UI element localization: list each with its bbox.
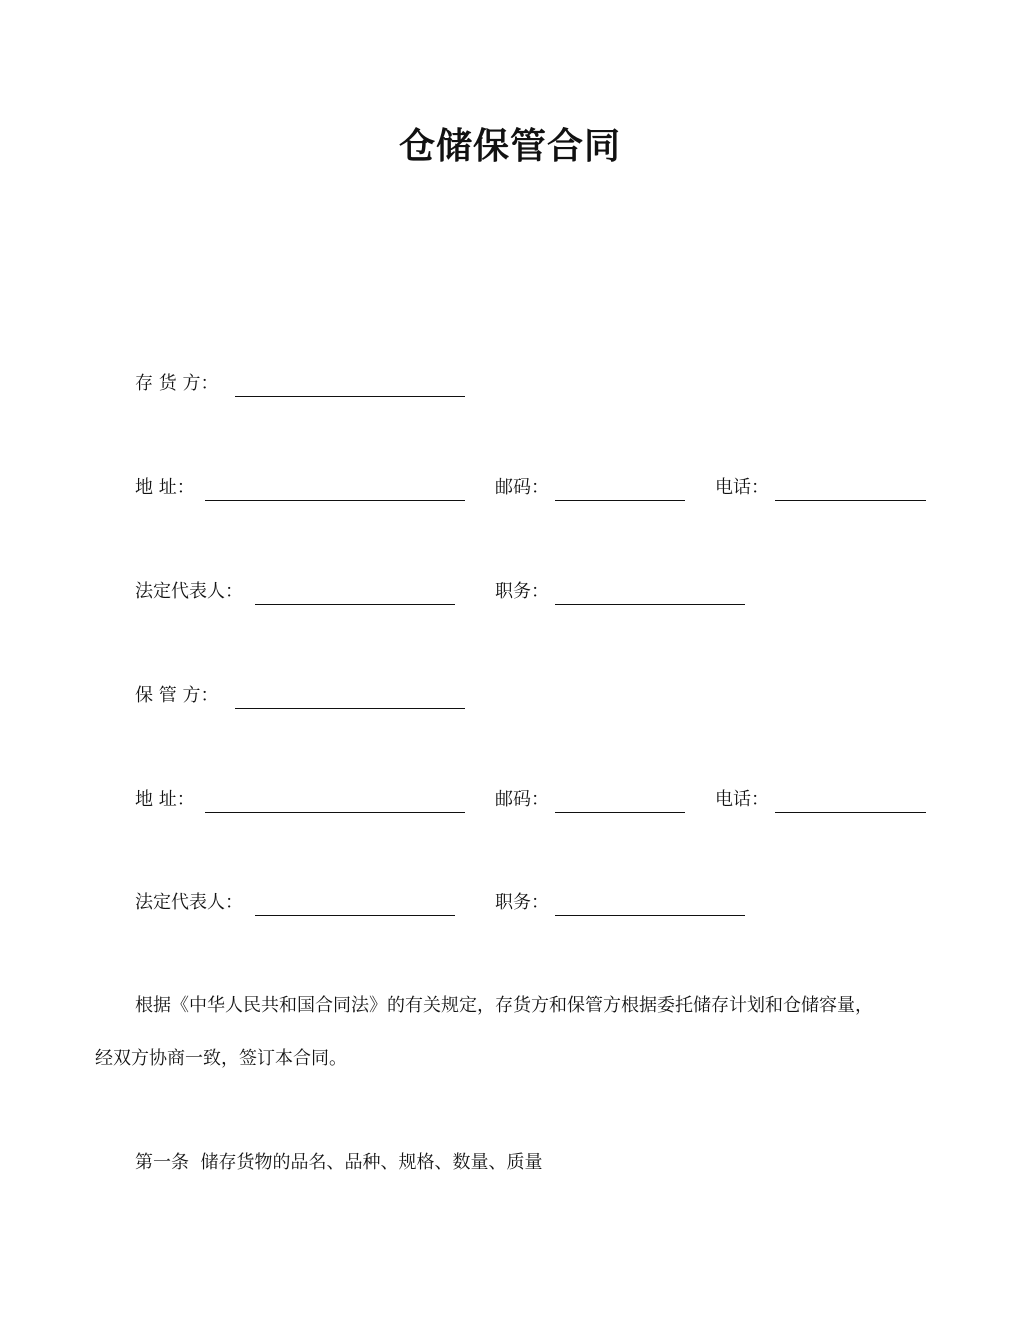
depositor-postcode-label: 邮码： [495,477,549,498]
custodian-position-field[interactable] [555,915,745,916]
custodian-postcode-field[interactable] [555,812,685,813]
custodian-party-field[interactable] [235,708,465,709]
custodian-address-row [0,786,1020,816]
depositor-party-field[interactable] [235,396,465,397]
custodian-party-label: 保 管 方： [135,685,219,706]
depositor-postcode-field[interactable] [555,500,685,501]
depositor-party-row [0,370,1020,400]
page-title: 仓储保管合同 [398,126,621,167]
depositor-address-label: 地 址： [135,477,195,498]
custodian-phone-label: 电话： [715,789,769,810]
preamble-line-2: 经双方协商一致，签订本合同。 [95,1048,347,1069]
custodian-position-label: 职务： [495,892,549,913]
custodian-address-field[interactable] [205,812,465,813]
depositor-party-label: 存 货 方： [135,373,219,394]
custodian-rep-label: 法定代表人： [135,892,243,913]
depositor-address-row [0,474,1020,504]
depositor-rep-field[interactable] [255,604,455,605]
preamble-line-1: 根据《中华人民共和国合同法》的有关规定，存货方和保管方根据委托储存计划和仓储容量， [135,995,873,1016]
custodian-postcode-label: 邮码： [495,789,549,810]
depositor-position-field[interactable] [555,604,745,605]
depositor-rep-label: 法定代表人： [135,581,243,602]
custodian-rep-field[interactable] [255,915,455,916]
article-1-heading: 第一条 储存货物的品名、品种、规格、数量、质量 [135,1152,543,1173]
depositor-phone-field[interactable] [775,500,926,501]
depositor-phone-label: 电话： [715,477,769,498]
custodian-rep-row [0,889,1020,919]
custodian-party-row [0,682,1020,712]
custodian-address-label: 地 址： [135,789,195,810]
depositor-address-field[interactable] [205,500,465,501]
depositor-rep-row [0,578,1020,608]
custodian-phone-field[interactable] [775,812,926,813]
depositor-position-label: 职务： [495,581,549,602]
